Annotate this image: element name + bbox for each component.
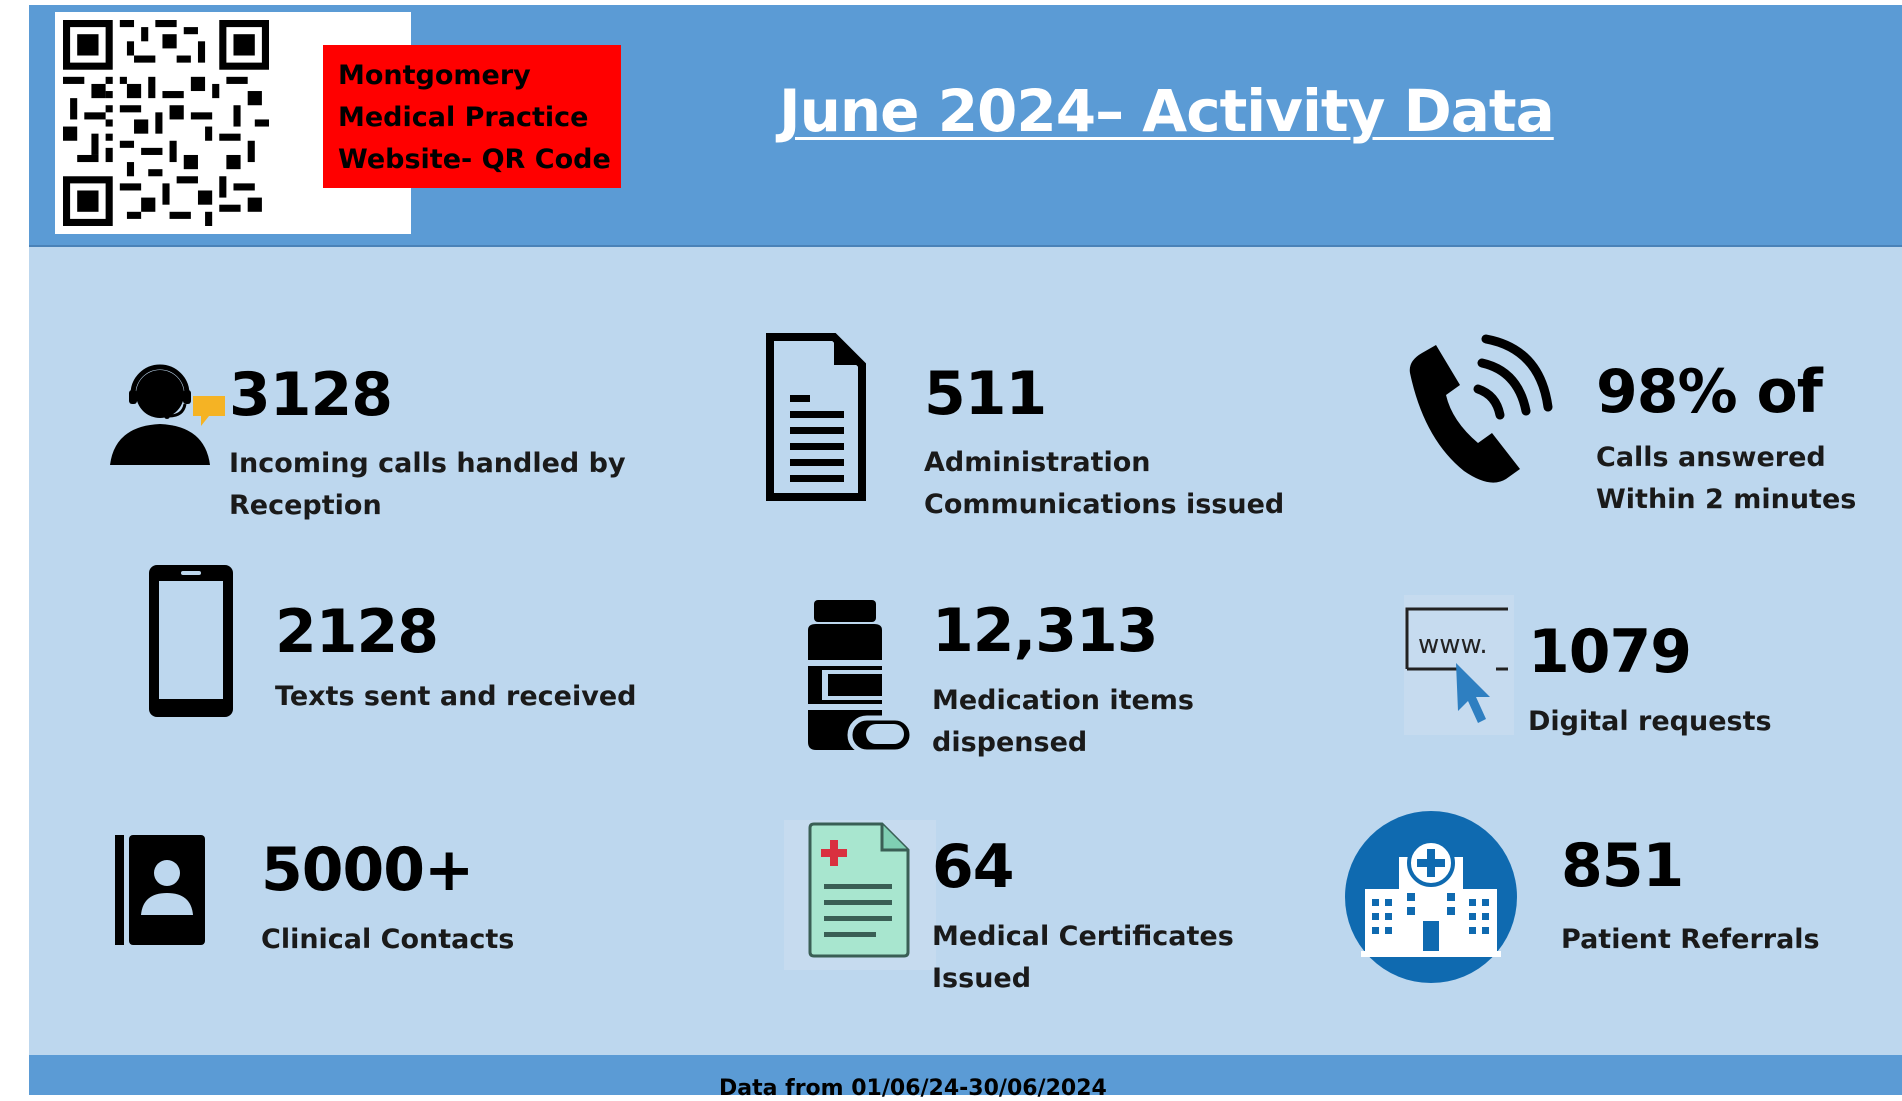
- footer-bar: [29, 1055, 1902, 1101]
- qr-label-line: Website- QR Code: [338, 144, 611, 175]
- stat-description-line: Within 2 minutes: [1596, 484, 1857, 515]
- stat-description: [1561, 919, 1820, 961]
- stat-description-line: Calls answered: [1596, 442, 1826, 473]
- qr-code-label: [323, 45, 621, 188]
- stat-description: [261, 919, 514, 961]
- stat-value: 1079: [1528, 617, 1691, 687]
- svg-text:www.: www.: [1418, 630, 1488, 660]
- stat-value: 3128: [229, 360, 392, 430]
- stat-value: 2128: [275, 597, 438, 667]
- stat-value: 5000+: [261, 835, 474, 905]
- qr-label-line: Medical Practice: [338, 102, 589, 133]
- medical-certificate-icon: [784, 820, 936, 970]
- contact-book-icon: [115, 835, 205, 945]
- stat-description-line: Medication items: [932, 685, 1194, 716]
- footer-date-range: Data from 01/06/24-30/06/2024: [719, 1076, 1107, 1101]
- page-title: June 2024– Activity Data: [779, 77, 1554, 145]
- stat-description-line: Reception: [229, 490, 382, 521]
- phone-ringing-icon: [1402, 333, 1552, 483]
- medication-bottle-icon: [804, 600, 914, 760]
- stat-description: [1596, 437, 1856, 521]
- stat-value: 851: [1561, 831, 1684, 901]
- stat-description: [275, 676, 636, 718]
- stat-description-line: Administration: [924, 447, 1151, 478]
- stat-description-line: Patient Referrals: [1561, 924, 1820, 955]
- stat-description: [1528, 701, 1772, 743]
- mobile-phone-icon: [149, 565, 233, 717]
- stat-description-line: Issued: [932, 963, 1032, 994]
- qr-code-box: [55, 12, 611, 234]
- stat-description: [932, 916, 1234, 1000]
- stat-value: 511: [924, 359, 1047, 429]
- document-icon: [766, 333, 866, 503]
- stat-description-line: Clinical Contacts: [261, 924, 515, 955]
- header-banner: [29, 5, 1902, 247]
- www-click-icon: [1404, 595, 1514, 735]
- stat-description-line: Communications issued: [924, 489, 1285, 520]
- qr-label-line: Montgomery: [338, 60, 531, 91]
- stat-description: [924, 442, 1284, 526]
- stat-value: 98% of: [1596, 357, 1822, 427]
- activity-slide: [29, 5, 1902, 1101]
- stat-description-line: Texts sent and received: [275, 681, 637, 712]
- hospital-icon: [1345, 811, 1517, 983]
- receptionist-headset-icon: [105, 360, 230, 470]
- stat-description: [229, 443, 626, 527]
- stat-description: [932, 680, 1194, 764]
- qr-code-icon[interactable]: [63, 20, 269, 226]
- stat-value: 12,313: [932, 596, 1158, 666]
- stat-description-line: Medical Certificates: [932, 921, 1234, 952]
- stat-description-line: dispensed: [932, 727, 1088, 758]
- stat-description-line: Digital requests: [1528, 706, 1772, 737]
- stat-value: 64: [932, 832, 1014, 902]
- stat-description-line: Incoming calls handled by: [229, 448, 626, 479]
